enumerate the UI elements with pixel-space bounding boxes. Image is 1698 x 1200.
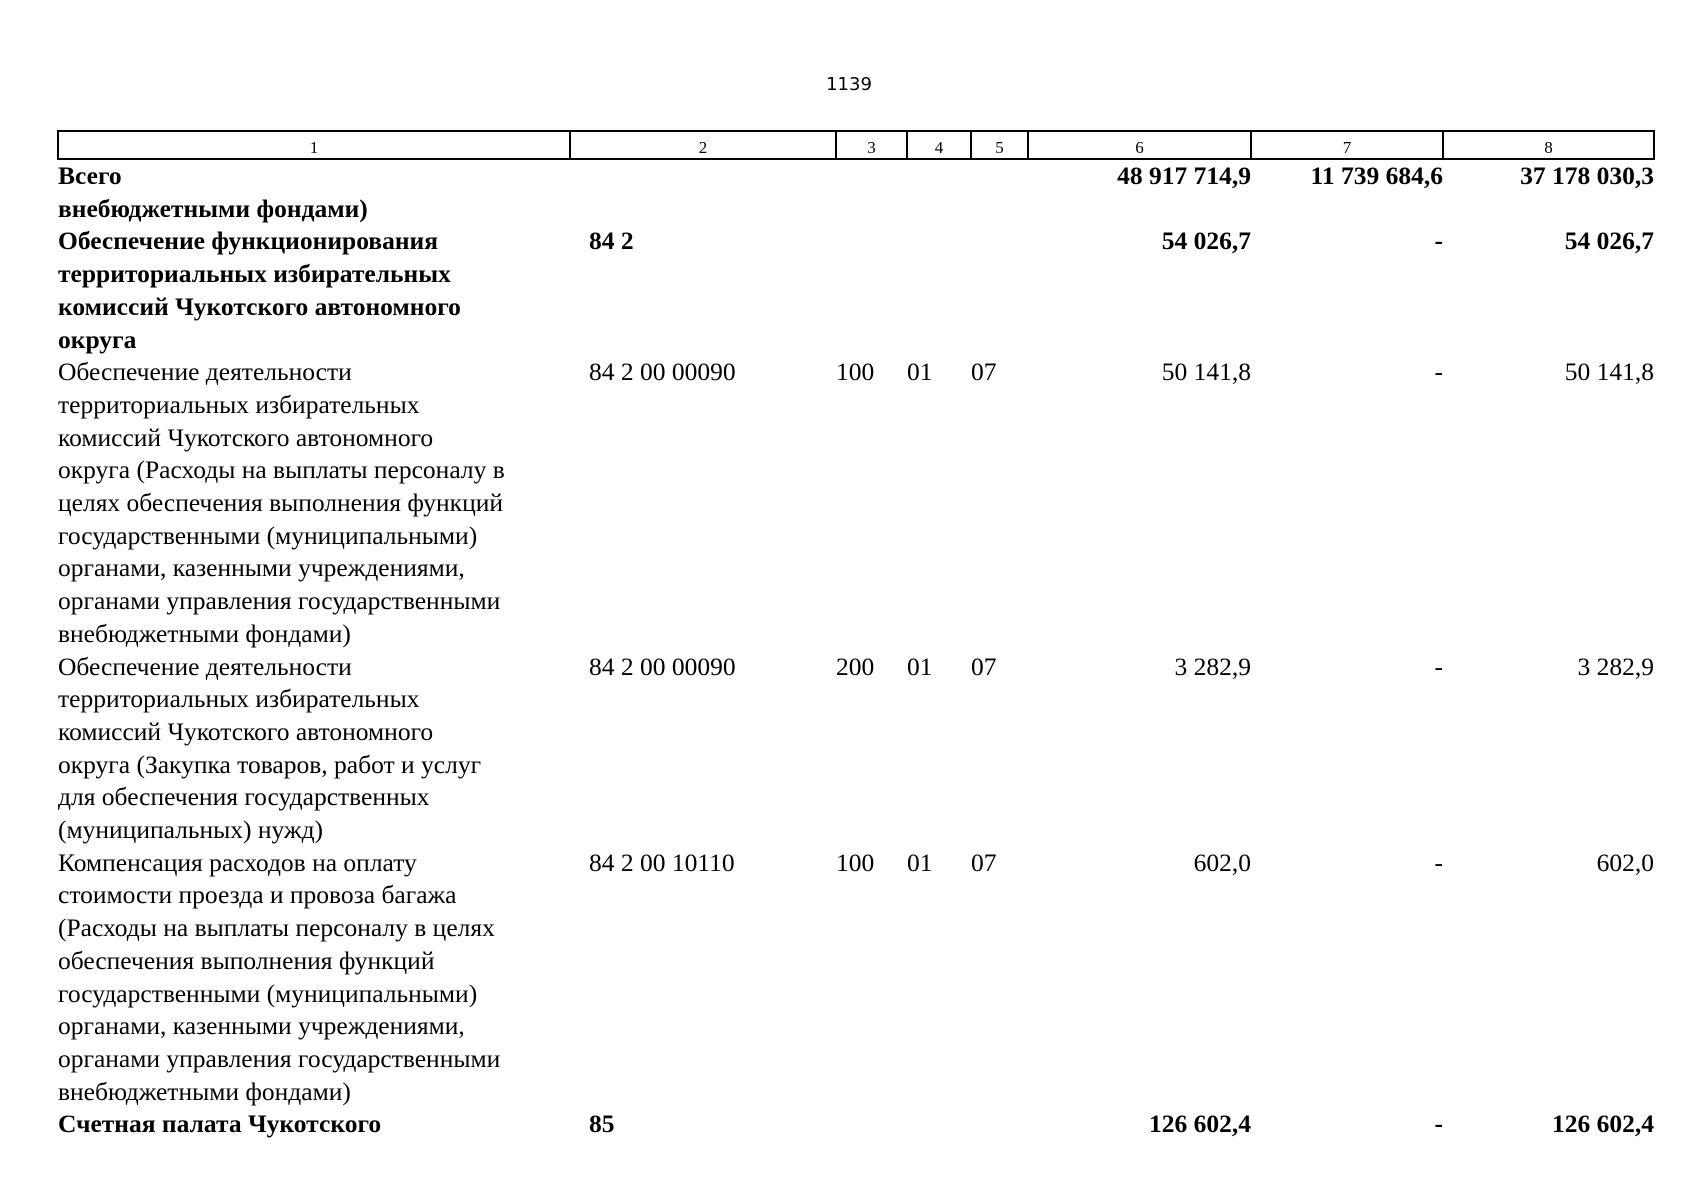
column-number-2: 2 [570, 131, 836, 159]
row-expense-type: 100 [836, 357, 875, 387]
row-target-code: 84 2 [589, 226, 634, 256]
page-number: 1139 [826, 74, 872, 95]
row-expense-type: 200 [836, 651, 875, 681]
row-section [907, 159, 971, 225]
row-target-code: 84 2 00 00090 [589, 357, 736, 387]
header-row [58, 131, 1654, 159]
row-amount-col8: 50 141,8 [1564, 357, 1654, 387]
row-name: Компенсация расходов на оплату стоимости проезда и провоза багажа (Расходы на выплаты персоналу в целях обеспечения выполнения функций государственными (муниципальными) органами, казенными учреждениями, органами управления государственными внебюджетными фондами) [58, 847, 501, 1106]
row-name: Счетная палата Чукотского [58, 1109, 382, 1139]
table-row [58, 159, 1654, 225]
row-expense-type [836, 159, 907, 225]
row-amount-col7: - [1434, 226, 1443, 256]
row-section: 01 [907, 357, 933, 387]
table-body [58, 159, 1654, 1141]
row-amount-total: 602,0 [1193, 847, 1251, 877]
row-name: Обеспечение функционирования территориальных избирательных комиссий Чукотского автономного округа [58, 226, 461, 354]
row-section: 01 [907, 651, 933, 681]
column-number-6: 6 [1028, 131, 1251, 159]
row-subsection [971, 159, 1028, 225]
row-amount-col7: - [1434, 357, 1443, 387]
row-name: Всего внебюджетными фондами) [58, 161, 368, 223]
column-number-4: 4 [907, 131, 971, 159]
row-target-code: 85 [589, 1109, 615, 1139]
row-amount-col8: 3 282,9 [1577, 651, 1654, 681]
row-target-code [570, 159, 836, 225]
row-subsection: 07 [971, 651, 997, 681]
row-expense-type [836, 1108, 907, 1141]
table-header [58, 131, 1654, 159]
row-amount-col7: 11 739 684,6 [1310, 161, 1443, 190]
budget-table-container [57, 130, 1653, 1141]
row-amount-total: 3 282,9 [1174, 651, 1251, 681]
row-amount-col7: - [1434, 847, 1443, 877]
table-row [58, 651, 1654, 847]
table-row [58, 1108, 1654, 1141]
budget-table [57, 130, 1655, 1141]
row-subsection [971, 225, 1028, 356]
row-name: Обеспечение деятельности территориальных избирательных комиссий Чукотского автономного округа (Расходы на выплаты персоналу в целях обеспечения выполнения функций государственными (муниципальными) органами, казенными учреждениями, органами управления государственными внебюджетными фондами) [58, 357, 505, 648]
row-amount-col8: 54 026,7 [1564, 226, 1654, 256]
column-number-8: 8 [1443, 131, 1654, 159]
row-subsection: 07 [971, 847, 997, 877]
row-amount-col8: 602,0 [1596, 847, 1654, 877]
row-amount-col7: - [1434, 651, 1443, 681]
row-amount-col7: - [1434, 1109, 1443, 1139]
row-amount-total: 54 026,7 [1161, 226, 1251, 256]
row-amount-total: 48 917 714,9 [1117, 161, 1251, 190]
column-number-7: 7 [1251, 131, 1443, 159]
row-section [907, 1108, 971, 1141]
table-row [58, 225, 1654, 356]
row-section [907, 225, 971, 356]
row-expense-type: 100 [836, 847, 875, 877]
column-number-3: 3 [836, 131, 907, 159]
row-target-code: 84 2 00 00090 [589, 651, 736, 681]
row-amount-total: 50 141,8 [1161, 357, 1251, 387]
table-row [58, 847, 1654, 1109]
row-amount-col8: 37 178 030,3 [1520, 161, 1654, 190]
row-expense-type [836, 225, 907, 356]
row-target-code: 84 2 00 10110 [589, 847, 735, 877]
table-row [58, 356, 1654, 650]
row-amount-total: 126 602,4 [1149, 1109, 1251, 1139]
row-name: Обеспечение деятельности территориальных избирательных комиссий Чукотского автономного округа (Закупка товаров, работ и услуг для обеспечения государственных (муниципальных) нужд) [58, 651, 482, 845]
row-section: 01 [907, 847, 933, 877]
row-subsection [971, 1108, 1028, 1141]
row-amount-col8: 126 602,4 [1552, 1109, 1654, 1139]
column-number-5: 5 [971, 131, 1028, 159]
column-number-1: 1 [58, 131, 570, 159]
row-subsection: 07 [971, 357, 997, 387]
